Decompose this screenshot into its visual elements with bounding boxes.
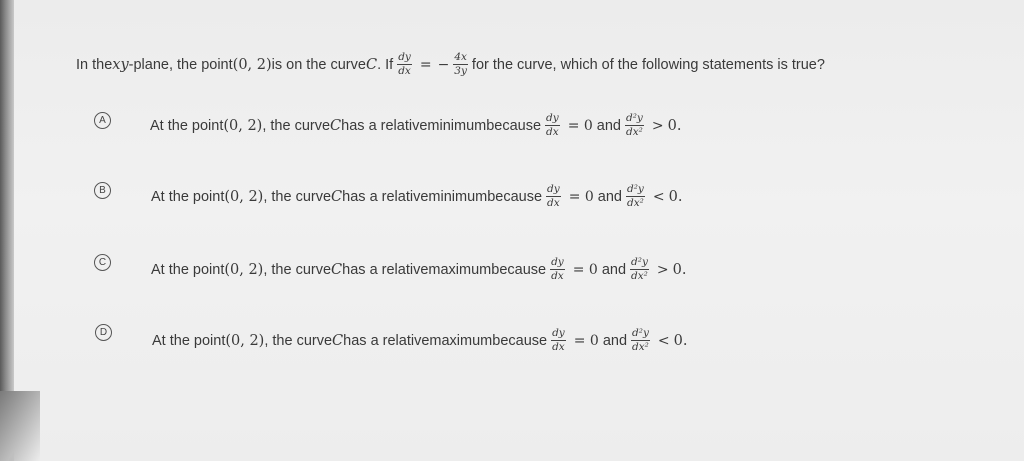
- dy: dy: [545, 113, 560, 126]
- dx2: dx²: [626, 126, 643, 139]
- option-text-curve: , the curve: [263, 261, 332, 278]
- option-second-derivative: [626, 184, 645, 209]
- option-sign: <: [652, 188, 665, 205]
- option-and: and: [601, 261, 627, 278]
- d2y: d²y: [626, 184, 645, 197]
- option-curve: C: [332, 332, 344, 349]
- option-text-has: has a relative: [342, 261, 429, 278]
- option-text-has: has a relative: [343, 332, 430, 349]
- option-c[interactable]: [151, 257, 686, 282]
- option-text-curve: , the curve: [264, 332, 333, 349]
- option-d[interactable]: [152, 328, 687, 353]
- option-first-derivative: [551, 328, 566, 353]
- option-text-because: because: [491, 261, 547, 278]
- option-second-derivative: [625, 113, 644, 138]
- dx2: dx²: [627, 197, 644, 210]
- dy: dy: [546, 184, 561, 197]
- option-equals-zero: = 0: [567, 117, 593, 134]
- dx: dx: [546, 126, 559, 139]
- stem-rhs-den: 3y: [454, 65, 467, 78]
- option-d-bubble[interactable]: [95, 324, 112, 341]
- option-curve: C: [331, 261, 343, 278]
- option-text-at: At the point: [151, 261, 225, 278]
- stem-rhs-num: 4x: [453, 52, 468, 65]
- option-text-has: has a relative: [342, 188, 429, 205]
- option-equals-zero: = 0: [572, 261, 598, 278]
- option-first-derivative: [545, 113, 560, 138]
- option-zero: 0.: [673, 332, 688, 349]
- stem-point: (0, 2): [232, 56, 272, 73]
- dx: dx: [551, 270, 564, 283]
- dx: dx: [552, 341, 565, 354]
- option-sign: >: [651, 117, 664, 134]
- option-extremum: maximum: [428, 261, 492, 278]
- option-c-letter: C: [98, 257, 107, 268]
- option-b[interactable]: [151, 184, 682, 209]
- dx: dx: [547, 197, 560, 210]
- option-text-at: At the point: [151, 188, 225, 205]
- stem-derivative-den: dx: [398, 65, 411, 78]
- option-and: and: [596, 117, 621, 134]
- option-a-bubble[interactable]: [94, 112, 111, 129]
- option-zero: 0.: [672, 261, 687, 278]
- dx2: dx²: [631, 270, 648, 283]
- option-equals-zero: = 0: [573, 332, 599, 349]
- option-sign: >: [656, 261, 669, 278]
- option-equals-zero: = 0: [568, 188, 594, 205]
- option-extremum: minimum: [427, 117, 487, 134]
- option-point: (0, 2): [224, 188, 264, 205]
- option-and: and: [597, 188, 622, 205]
- option-and: and: [602, 332, 628, 349]
- option-point: (0, 2): [224, 261, 264, 278]
- option-point: (0, 2): [225, 332, 265, 349]
- option-zero: 0.: [668, 188, 683, 205]
- option-a[interactable]: [150, 113, 681, 138]
- option-text-at: At the point: [150, 117, 224, 134]
- stem-derivative: [397, 52, 412, 77]
- dx2: dx²: [632, 341, 649, 354]
- option-b-letter: B: [99, 185, 106, 196]
- stem-plane-var: xy: [112, 56, 129, 73]
- option-text-because: because: [487, 188, 543, 205]
- option-text-curve: , the curve: [263, 188, 332, 205]
- stem-text-3: is on the curve: [271, 56, 366, 73]
- option-extremum: minimum: [428, 188, 488, 205]
- option-curve: C: [330, 117, 342, 134]
- option-curve: C: [331, 188, 343, 205]
- option-first-derivative: [546, 184, 561, 209]
- question-sheet: [14, 0, 1024, 461]
- stem-text-1: In the: [76, 56, 113, 73]
- stem-negative: −: [437, 56, 450, 73]
- option-first-derivative: [550, 257, 565, 282]
- option-sign: <: [657, 332, 670, 349]
- stem-text-5: for the curve, which of the following statements is true?: [471, 56, 825, 73]
- option-point: (0, 2): [223, 117, 263, 134]
- option-d-letter: D: [99, 327, 108, 338]
- question-stem: [76, 52, 825, 77]
- stem-equals: =: [419, 56, 432, 73]
- d2y: d²y: [625, 113, 644, 126]
- option-extremum: maximum: [429, 332, 493, 349]
- option-b-bubble[interactable]: [94, 182, 111, 199]
- stem-text-2: -plane, the point: [128, 56, 233, 73]
- stem-text-4: . If: [377, 56, 394, 73]
- option-text-curve: , the curve: [262, 117, 331, 134]
- dy: dy: [551, 328, 566, 341]
- option-text-has: has a relative: [341, 117, 428, 134]
- stem-derivative-num: dy: [397, 52, 412, 65]
- option-second-derivative: [631, 328, 650, 353]
- dy: dy: [550, 257, 565, 270]
- d2y: d²y: [631, 328, 650, 341]
- option-text-at: At the point: [152, 332, 226, 349]
- option-second-derivative: [630, 257, 649, 282]
- option-text-because: because: [492, 332, 548, 349]
- option-a-letter: A: [99, 115, 106, 126]
- stem-curve: C: [365, 56, 378, 73]
- option-c-bubble[interactable]: [94, 254, 111, 271]
- option-zero: 0.: [667, 117, 682, 134]
- option-text-because: because: [486, 117, 542, 134]
- stem-rhs: [453, 52, 468, 77]
- d2y: d²y: [630, 257, 649, 270]
